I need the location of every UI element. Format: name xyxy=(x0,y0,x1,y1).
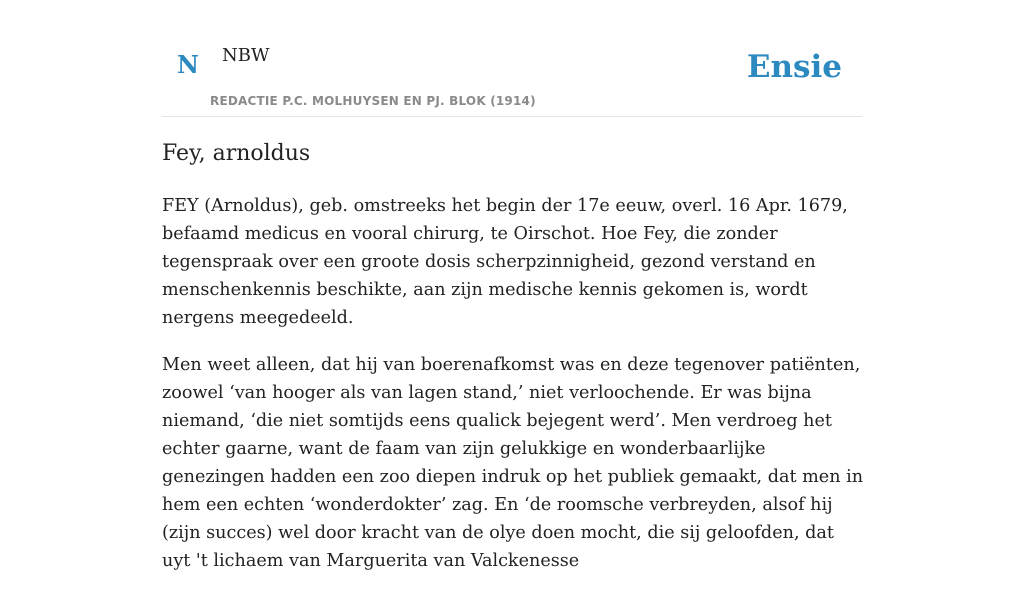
article-paragraph: Men weet alleen, dat hij van boerenafkomst was en deze tegenover patiënten, zoowel ‘van hooger als van lagen stand,’ niet verloochende. Er was bijna niemand, ‘die niet somtijds eens qualick bejegent werd’. Men verdroeg het echter gaarne, want de faam van zijn gelukkige en wonderbaarlijke genezingen hadden een zoo diepen indruk op het publiek gemaakt, dat men in hem een echten ‘wonderdokter’ zag. En ‘de roomsche verbreyden, alsof hij (zijn succes) wel door kracht van de olye doen mocht, die sij geloofden, dat uyt 't lichaem van Marguerita van Valckenesse xyxy=(162,355,864,571)
source-logo[interactable]: N xyxy=(177,50,199,79)
source-title[interactable]: NBW xyxy=(222,45,270,66)
article-paragraph: FEY (Arnoldus), geb. omstreeks het begin der 17e eeuw, overl. 16 Apr. 1679, befaamd medicus en vooral chirurg, te Oirschot. Hoe Fey, die zonder tegenspraak over een groote dosis scherpzinnigheid, gezond verstand en menschenkennis beschikte, aan zijn medische kennis gekomen is, wordt nergens meegedeeld. xyxy=(162,196,848,328)
source-subtitle: REDACTIE P.C. MOLHUYSEN EN PJ. BLOK (1914) xyxy=(210,94,536,108)
article-body xyxy=(162,192,867,594)
header xyxy=(162,0,862,117)
brand-logo[interactable]: Ensie xyxy=(746,49,842,85)
article-title: Fey, arnoldus xyxy=(162,141,311,166)
